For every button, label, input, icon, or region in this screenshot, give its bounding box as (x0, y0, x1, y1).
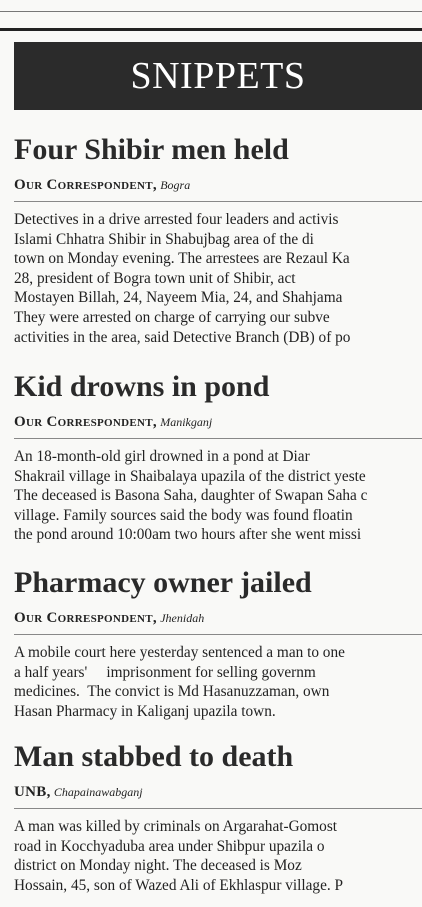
body-line: road in Kocchyaduba area under Shibpur upazila o (14, 837, 325, 855)
body-line: 28, president of Bogra town unit of Shibir, act (14, 269, 296, 287)
story-kid-drowns (14, 370, 422, 545)
body-line: activities in the area, said Detective Branch (DB) of po (14, 328, 351, 346)
story-body (14, 210, 422, 347)
body-line: the pond around 10:00am two hours after she went missi (14, 526, 362, 544)
story-pharmacy-owner (14, 566, 422, 721)
top-rule (0, 11, 422, 12)
story-byline (14, 784, 422, 800)
body-line: A mobile court here yesterday sentenced a man to one (14, 644, 345, 661)
story-headline: Four Shibir men held (14, 133, 289, 166)
byline-place: Bogra (160, 178, 191, 192)
story-headline: Kid drowns in pond (14, 370, 270, 403)
section-banner (14, 42, 422, 110)
story-body (14, 447, 422, 545)
byline-agency: UNB, (14, 784, 51, 800)
body-line: An 18-month-old girl drowned in a pond at Diar (14, 448, 310, 465)
body-line: They were arrested on charge of carrying our subve (14, 308, 330, 326)
body-line: a half years' imprisonment for selling governm (14, 663, 316, 681)
body-line: The deceased is Basona Saha, daughter of Swapan Saha c (14, 487, 368, 505)
story-rule (14, 201, 422, 202)
byline-agency: Our Correspondent, (14, 414, 157, 430)
body-line: Islami Chhatra Shibir in Shabujbag area of the di (14, 230, 314, 248)
byline-place: Jhenidah (160, 611, 205, 625)
byline-agency: Our Correspondent, (14, 177, 157, 193)
body-line: Hasan Pharmacy in Kaliganj upazila town. (14, 702, 276, 720)
body-line: town on Monday evening. The arrestees are Rezaul Ka (14, 250, 350, 268)
story-four-shibir (14, 133, 422, 347)
body-line: district on Monday night. The deceased is Moz (14, 857, 302, 875)
story-body (14, 817, 422, 895)
body-line: medicines. The convict is Md Hasanuzzaman, own (14, 683, 330, 701)
story-byline (14, 177, 422, 193)
story-byline (14, 414, 422, 430)
story-rule (14, 808, 422, 809)
story-rule (14, 634, 422, 635)
body-line: Hossain, 45, son of Wazed Ali of Ekhlaspur village. P (14, 876, 344, 894)
section-title: SNIPPETS (130, 55, 306, 97)
body-line: A man was killed by criminals on Argarahat-Gomost (14, 818, 338, 835)
story-body (14, 643, 422, 721)
story-byline (14, 610, 422, 626)
story-man-stabbed (14, 740, 422, 895)
body-line: Detectives in a drive arrested four leaders and activis (14, 211, 339, 228)
body-line: Shakrail village in Shaibalaya upazila of the district yeste (14, 467, 366, 485)
top-rule-thick (0, 28, 422, 31)
story-headline: Man stabbed to death (14, 740, 294, 773)
byline-agency: Our Correspondent, (14, 610, 157, 626)
story-rule (14, 438, 422, 439)
byline-place: Chapainawabganj (53, 785, 143, 799)
story-headline: Pharmacy owner jailed (14, 566, 312, 599)
byline-place: Manikganj (160, 415, 213, 429)
body-line: village. Family sources said the body was found floatin (14, 506, 353, 524)
body-line: Mostayen Billah, 24, Nayeem Mia, 24, and Shahjama (14, 289, 343, 307)
